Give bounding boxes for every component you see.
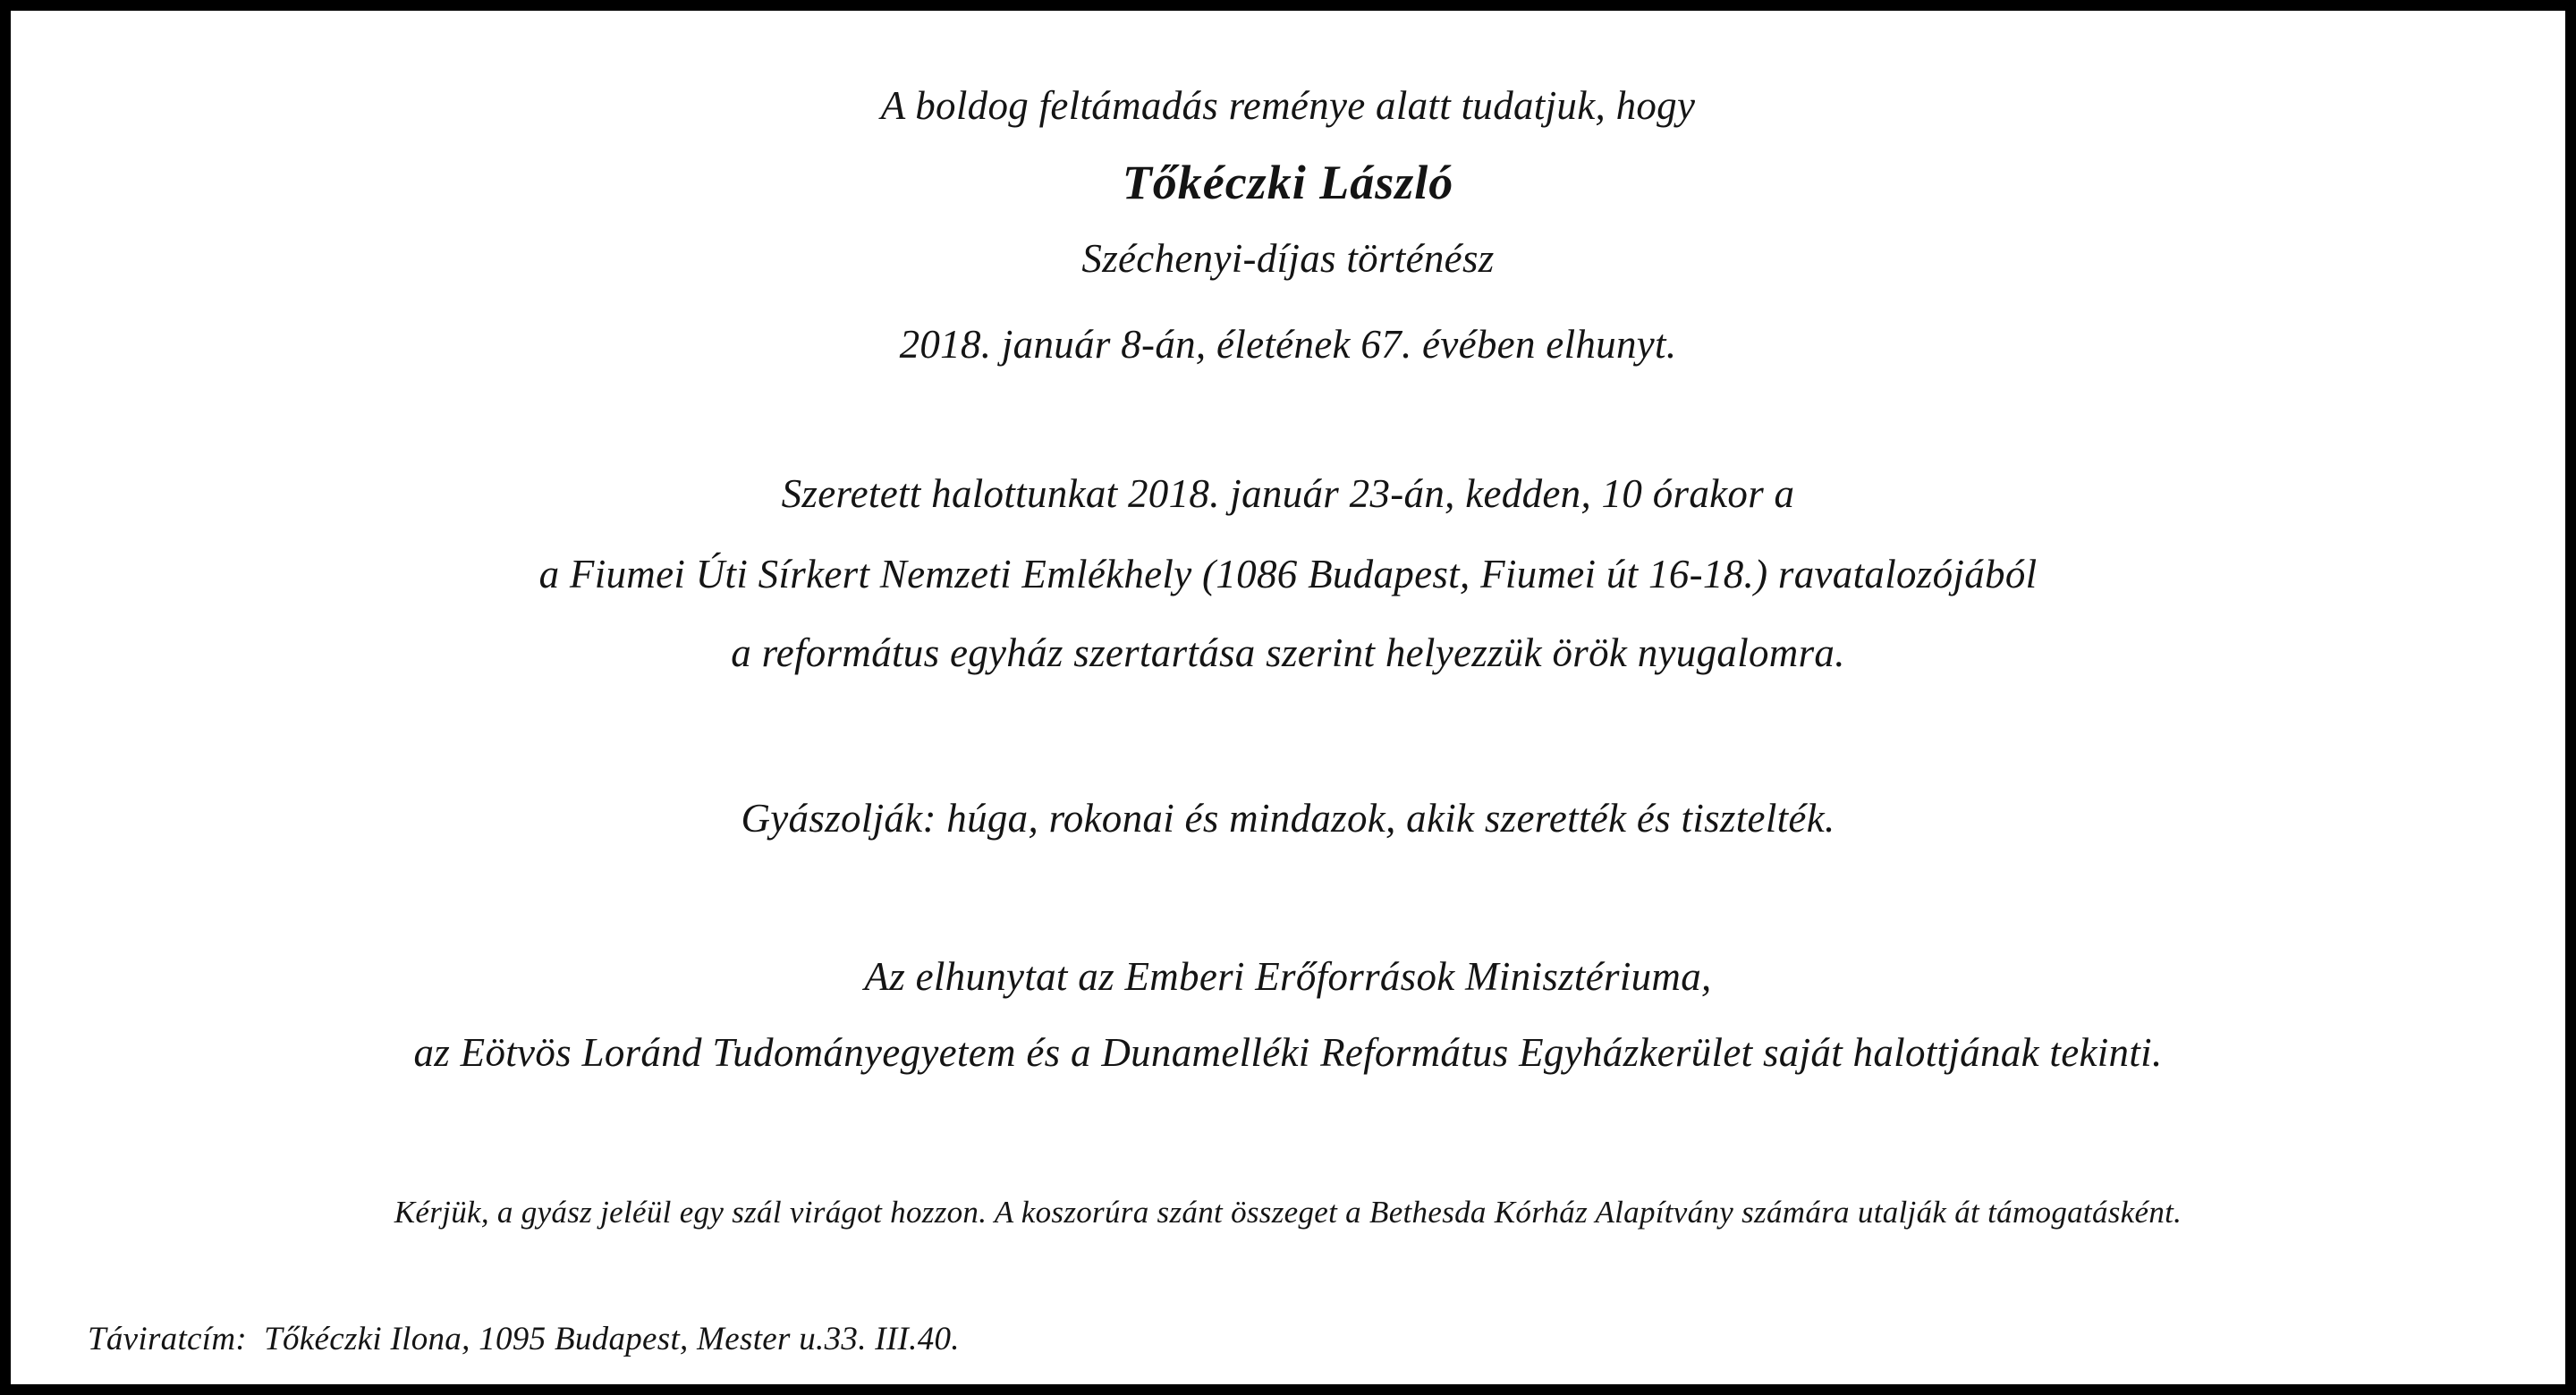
deceased-title: Széchenyi-díjas történész: [1081, 236, 1495, 281]
institutions-line-1: Az elhunytat az Emberi Erőforrások Minisztériuma,: [864, 954, 1712, 999]
deceased-name: Tőkéczki László: [1122, 156, 1454, 209]
flower-request-note: Kérjük, a gyász jeléül egy szál virágot hozzon. A koszorúra szánt összeget a Bethesda Kórház Alapítvány számára utalják át támogatásként.: [394, 1195, 2182, 1230]
mourners-line: Gyászolják: húga, rokonai és mindazok, akik szerették és tisztelték.: [741, 796, 1835, 841]
institutions-line-2: az Eötvös Loránd Tudományegyetem és a Dunamelléki Református Egyházkerület saját halottjának tekinti.: [413, 1030, 2163, 1075]
death-date-line: 2018. január 8-án, életének 67. évében elhunyt.: [899, 322, 1677, 367]
funeral-info-line-1: Szeretett halottunkat 2018. január 23-án, kedden, 10 órakor a: [781, 471, 1795, 516]
intro-line: A boldog feltámadás reménye alatt tudatjuk, hogy: [880, 83, 1696, 128]
telegram-address-line: Táviratcím: Tőkéczki Ilona, 1095 Budapest, Mester u.33. III.40.: [88, 1321, 960, 1357]
funeral-info-line-2: a Fiumei Úti Sírkert Nemzeti Emlékhely (1086 Budapest, Fiumei út 16-18.) ravatalozójából: [538, 552, 2038, 596]
funeral-info-line-3: a református egyház szertartása szerint helyezzük örök nyugalomra.: [731, 630, 1845, 675]
